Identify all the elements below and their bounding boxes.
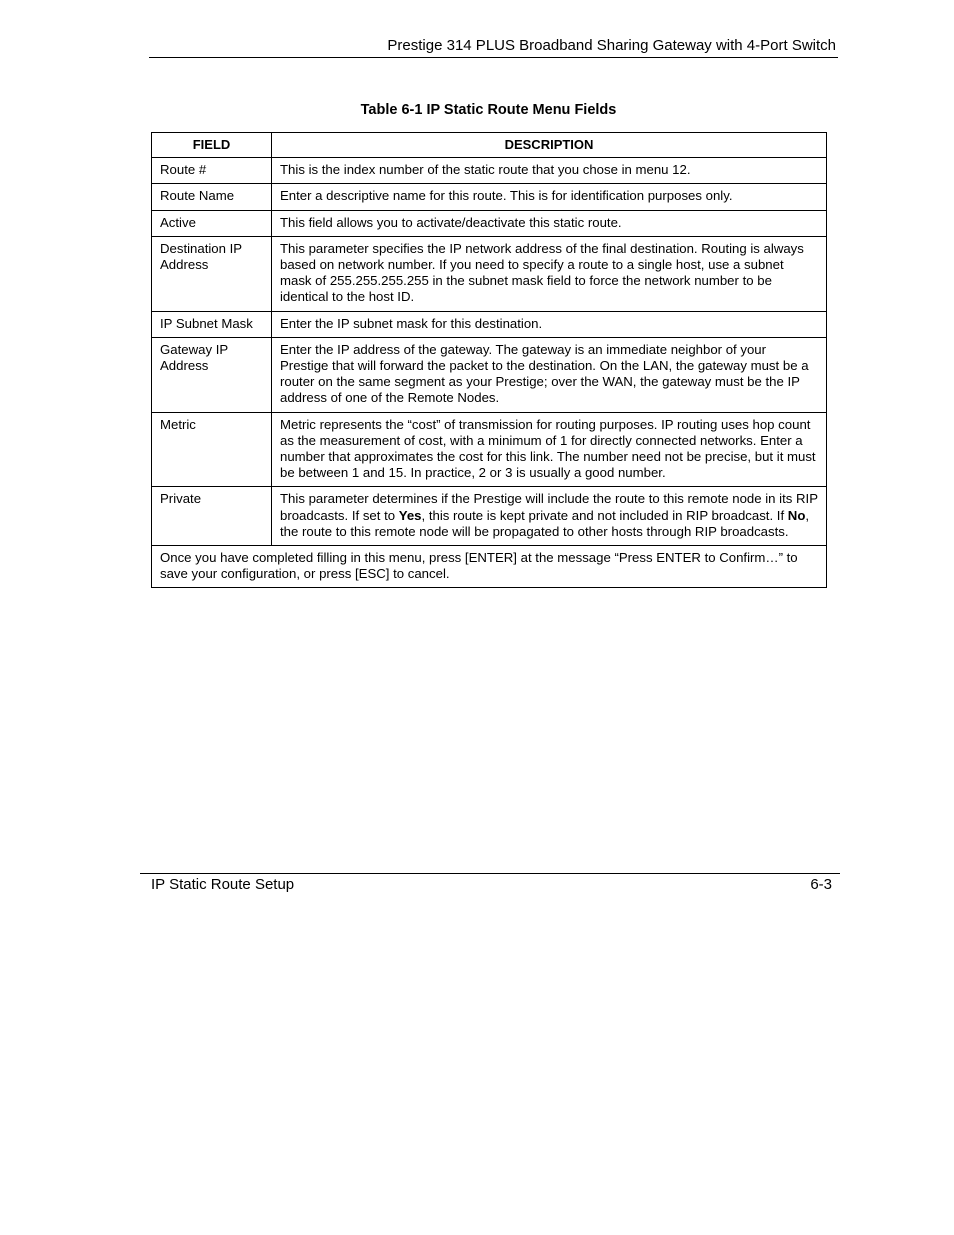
table-row bbox=[152, 158, 827, 184]
footer-section-title: IP Static Route Setup bbox=[151, 876, 295, 893]
column-header-field: FIELD bbox=[152, 133, 272, 158]
no-keyword: No bbox=[787, 507, 806, 523]
description-text: This parameter determines if the Prestige will include the route to this remote node in its RIP broadcasts. If set to bbox=[280, 491, 818, 523]
field-cell: Metric bbox=[152, 412, 272, 487]
table-row bbox=[152, 311, 827, 337]
field-cell: Route Name bbox=[152, 184, 272, 210]
yes-keyword: Yes bbox=[398, 507, 422, 523]
description-cell: Enter the IP subnet mask for this destination. bbox=[272, 311, 827, 337]
column-header-description: DESCRIPTION bbox=[272, 133, 827, 158]
description-cell: Enter the IP address of the gateway. The gateway is an immediate neighbor of your Prestige that will forward the packet to the destination. On the LAN, the gateway must be a router on the same segment as your Prestige; over the WAN, the gateway must be the IP address of one of the Remote Nodes. bbox=[272, 337, 827, 412]
description-cell bbox=[272, 487, 827, 546]
description-cell: This field allows you to activate/deactivate this static route. bbox=[272, 210, 827, 236]
table-note-row bbox=[152, 546, 827, 588]
table-note: Once you have completed filling in this menu, press [ENTER] at the message “Press ENTER to Confirm…” to save your configuration, or press [ESC] to cancel. bbox=[152, 546, 827, 588]
description-cell: This parameter specifies the IP network address of the final destination. Routing is always based on network number. If you need to specify a route to a single host, use a subnet mask of 255.255.255.255 in the subnet mask field to force the network number to be identical to the host ID. bbox=[272, 236, 827, 311]
description-cell: This is the index number of the static route that you chose in menu 12. bbox=[272, 158, 827, 184]
table-header-row bbox=[152, 133, 827, 158]
field-cell: Destination IP Address bbox=[152, 236, 272, 311]
description-text: , the route to this remote node will be propagated to other hosts through RIP broadcasts. bbox=[280, 507, 810, 539]
description-cell: Metric represents the “cost” of transmission for routing purposes. IP routing uses hop count as the measurement of cost, with a minimum of 1 for directly connected networks. Enter a number that approximates the cost for this link. The number need not be precise, but it must be between 1 and 15. In practice, 2 or 3 is usually a good number. bbox=[272, 412, 827, 487]
ip-static-route-fields-table bbox=[151, 132, 827, 588]
table-row bbox=[152, 236, 827, 311]
description-cell: Enter a descriptive name for this route. This is for identification purposes only. bbox=[272, 184, 827, 210]
header-title: Prestige 314 PLUS Broadband Sharing Gateway with 4-Port Switch bbox=[387, 37, 836, 54]
page-footer bbox=[140, 873, 840, 895]
table-row bbox=[152, 412, 827, 487]
table-caption: Table 6-1 IP Static Route Menu Fields bbox=[360, 102, 617, 118]
field-cell: Gateway IP Address bbox=[152, 337, 272, 412]
page-header bbox=[149, 36, 838, 58]
field-cell: IP Subnet Mask bbox=[152, 311, 272, 337]
footer-page-number: 6-3 bbox=[810, 876, 832, 893]
field-cell: Active bbox=[152, 210, 272, 236]
table-row bbox=[152, 210, 827, 236]
table-row bbox=[152, 337, 827, 412]
table-row bbox=[152, 487, 827, 546]
description-text: , this route is kept private and not included in RIP broadcast. If bbox=[421, 507, 788, 523]
field-cell: Private bbox=[152, 487, 272, 546]
field-cell: Route # bbox=[152, 158, 272, 184]
table-row bbox=[152, 184, 827, 210]
